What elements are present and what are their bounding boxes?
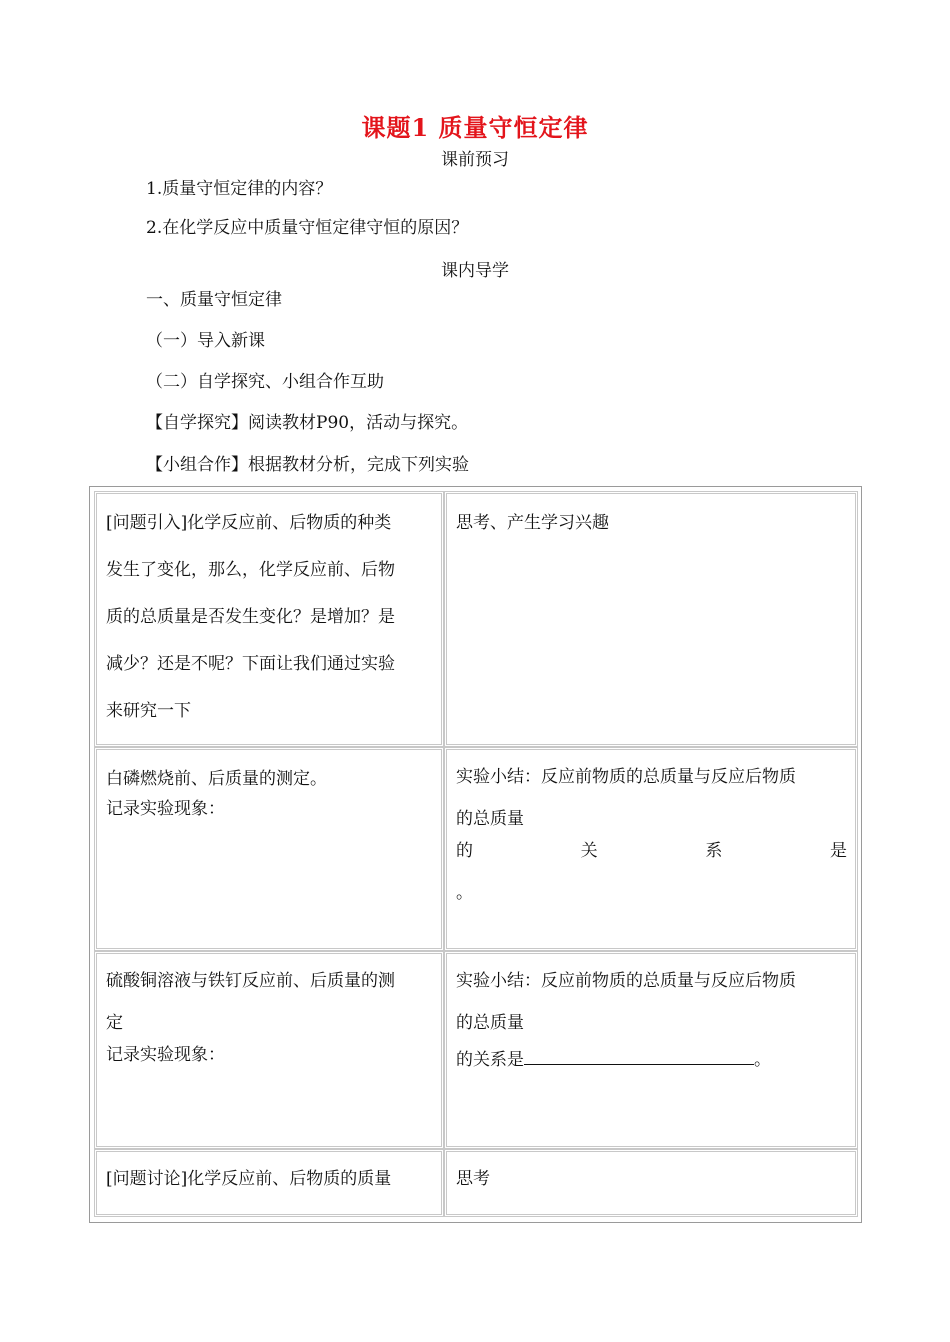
table-row-1-right	[444, 491, 858, 747]
preview-question-2: 2.在化学反应中质量守恒定律守恒的原因？	[146, 218, 469, 238]
outline-heading: 一、质量守恒定律	[146, 290, 282, 310]
r2-spread-char-3: 系	[705, 841, 723, 861]
r1-left-line-4: 减少？还是不呢？下面让我们通过实验	[106, 654, 395, 674]
r2-spread-char-2: 关	[580, 841, 598, 861]
self-study-instruction: 【自学探究】阅读教材P90，活动与探究。	[146, 413, 469, 433]
group-instruction: 【小组合作】根据教材分析，完成下列实验	[146, 455, 469, 475]
table-row-1-left	[94, 491, 444, 747]
table-row-3-left	[94, 951, 444, 1149]
r1-left-line-3: 质的总质量是否发生变化？是增加？是	[106, 607, 395, 627]
r4-left-text: [问题讨论]化学反应前、后物质的质量	[106, 1169, 392, 1189]
answer-blank-line[interactable]	[524, 1044, 754, 1065]
r2-left-line-2: 记录实验现象：	[106, 799, 225, 819]
r2-spread-char-1: 的	[456, 841, 473, 861]
r2-left-line-1: 白磷燃烧前、后质量的测定。	[106, 769, 327, 789]
r2-right-spread-line	[456, 840, 847, 863]
r4-right-text: 思考	[456, 1169, 490, 1189]
r3-right-end: 。	[754, 1050, 771, 1070]
r1-left-line-1: [问题引入]化学反应前、后物质的种类	[106, 513, 392, 533]
table-row-2-right	[444, 747, 858, 951]
r3-right-line-1: 实验小结：反应前物质的总质量与反应后物质	[456, 971, 796, 991]
r2-spread-char-4: 是	[829, 841, 847, 861]
r2-right-end: 。	[456, 883, 473, 903]
section-preview-heading: 课前预习	[441, 150, 509, 170]
r2-right-line-1: 实验小结：反应前物质的总质量与反应后物质	[456, 767, 796, 787]
outline-item-1: （一）导入新课	[146, 331, 265, 351]
r3-left-line-1: 硫酸铜溶液与铁钉反应前、后质量的测	[106, 971, 395, 991]
r3-right-line-3	[456, 1044, 847, 1072]
preview-question-1: 1.质量守恒定律的内容？	[146, 179, 333, 199]
table-row-3-right	[444, 951, 858, 1149]
r3-right-relation-label: 的关系是	[456, 1050, 524, 1070]
outline-item-2: （二）自学探究、小组合作互助	[146, 372, 384, 392]
table-row-4-left	[94, 1149, 444, 1217]
section-guide-heading: 课内导学	[441, 261, 509, 281]
page-title: 课题1 质量守恒定律	[361, 113, 589, 142]
r3-left-line-2: 定	[106, 1013, 123, 1033]
r1-left-line-5: 来研究一下	[106, 701, 191, 721]
table-row-4-right	[444, 1149, 858, 1217]
r3-left-line-3: 记录实验现象：	[106, 1045, 225, 1065]
r1-right-text: 思考、产生学习兴趣	[456, 513, 609, 533]
r3-right-line-2: 的总质量	[456, 1013, 524, 1033]
table-row-2-left	[94, 747, 444, 951]
r2-right-line-2: 的总质量	[456, 809, 524, 829]
r1-left-line-2: 发生了变化，那么，化学反应前、后物	[106, 560, 395, 580]
experiment-table	[89, 486, 862, 1223]
